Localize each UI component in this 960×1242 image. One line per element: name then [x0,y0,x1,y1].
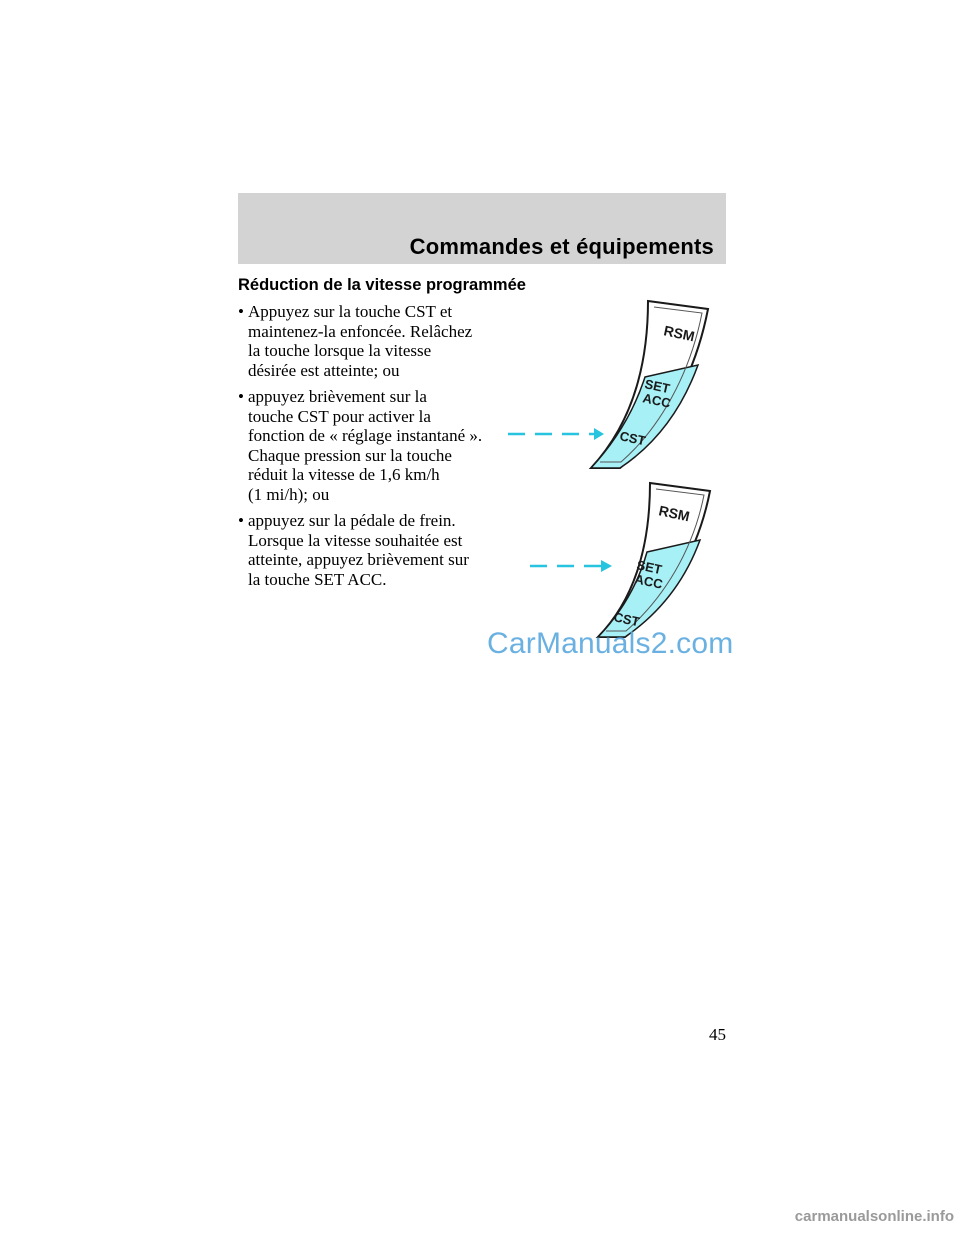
bullet-item [238,302,498,380]
cst-label: CST [612,609,641,630]
cst-label: CST [618,428,647,449]
page-title: Commandes et équipements [409,234,714,259]
bullet-item [238,387,498,504]
cruise-switch-figure-set-acc [528,480,730,640]
rsm-label: RSM [657,502,692,525]
bullet-text: Appuyez sur la touche CST et maintenez-la enfoncée. Relâchez la touche lorsque la vitesse désirée est atteinte; ou [248,302,473,380]
pointer-arrow [530,560,612,572]
cruise-switch-figure-cst [508,298,730,474]
footer-logo-text: carmanualsonline.info [794,1207,954,1225]
bullet-mark: • [238,302,244,321]
rsm-label: RSM [662,322,697,345]
bullet-item [238,511,498,589]
bullet-list [238,302,498,596]
acc-label: ACC [633,571,665,592]
bullet-mark: • [238,511,244,530]
acc-label: ACC [641,390,673,411]
header-band [238,193,726,264]
bullet-mark: • [238,387,244,406]
section-heading: Réduction de la vitesse programmée [238,276,526,294]
bullet-text: appuyez brièvement sur la touche CST pour activer la fonction de « réglage instantané ». Chaque pression sur la touche réduit la vitesse de 1,6 km/h (1 mi/h); ou [248,387,483,504]
page-number: 45 [709,1025,726,1044]
watermark: CarManuals2.com [487,627,734,660]
switch-lower-fill [591,365,698,468]
footer-logo[interactable] [654,1200,954,1232]
set-label: SET [635,557,664,578]
bullet-text: appuyez sur la pédale de frein. Lorsque la vitesse souhaitée est atteinte, appuyez brièvement sur la touche SET ACC. [248,511,469,589]
pointer-arrow [508,428,604,440]
set-label: SET [643,376,672,397]
